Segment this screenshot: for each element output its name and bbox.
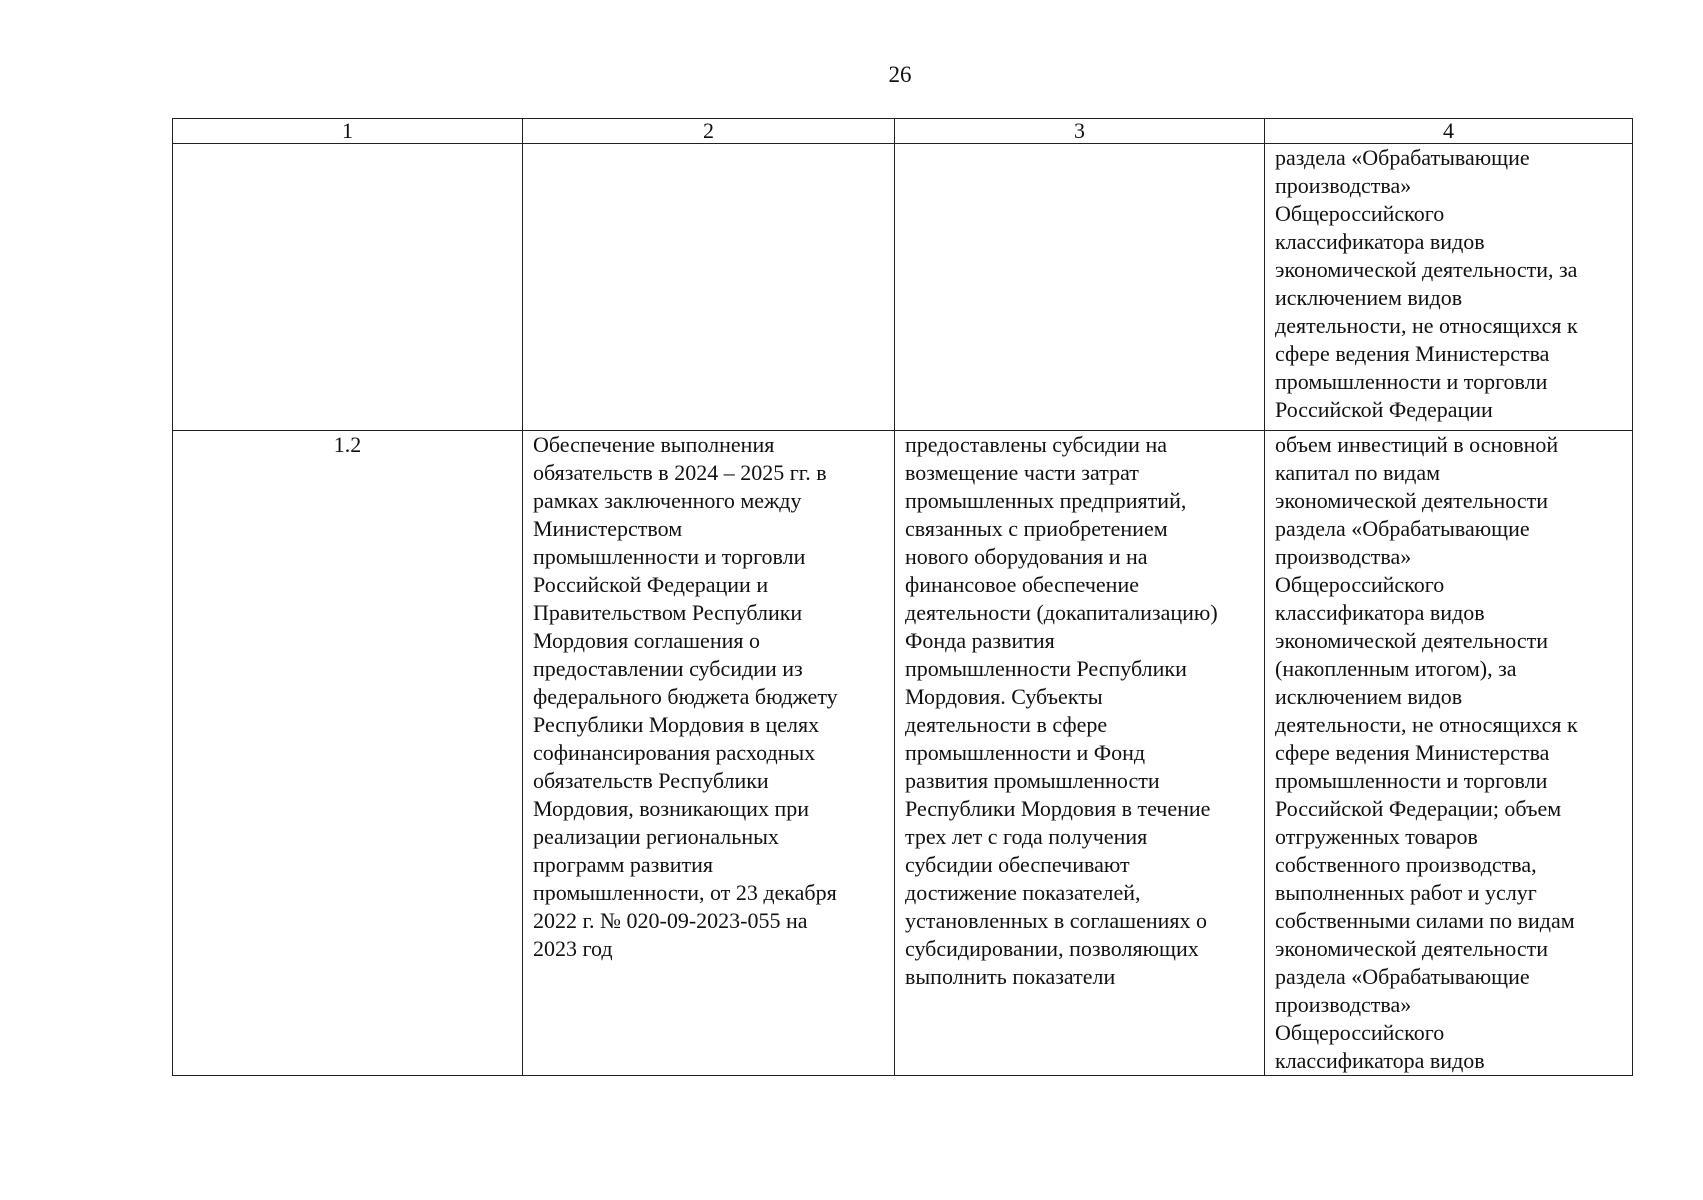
column-header-4: 4 (1265, 119, 1633, 144)
column-header-1: 1 (173, 119, 523, 144)
document-table (172, 118, 1633, 1076)
column-header-2: 2 (523, 119, 895, 144)
column-header-3: 3 (895, 119, 1265, 144)
table-cell-measure: Обеспечение выполнения обязательств в 2024 – 2025 гг. в рамках заключенного между Министерством промышленности и торговли Российской Федерации и Правительством Республики Мордовия соглашения о предоставлении субсидии из федерального бюджета бюджету Республики Мордовия в целях софинансирования расходных обязательств Республики Мордовия, возникающих при реализации региональных программ развития промышленности, от 23 декабря 2022 г. № 020-09-2023-055 на 2023 год (523, 431, 895, 1076)
table-cell-number (173, 144, 523, 431)
table-cell-result (895, 144, 1265, 431)
table-header-row (173, 119, 1633, 144)
table-cell-result: предоставлены субсидии на возмещение части затрат промышленных предприятий, связанных с приобретением нового оборудования и на финансовое обеспечение деятельности (докапитализацию) Фонда развития промышленности Республики Мордовия. Субъекты деятельности в сфере промышленности и Фонд развития промышленности Республики Мордовия в течение трех лет с года получения субсидии обеспечивают достижение показателей, установленных в соглашениях о субсидировании, позволяющих выполнить показатели (895, 431, 1265, 1076)
table-cell-indicator: раздела «Обрабатывающие производства» Общероссийского классификатора видов экономической деятельности, за исключением видов деятельности, не относящихся к сфере ведения Министерства промышленности и торговли Российской Федерации (1265, 144, 1633, 431)
table-cell-indicator: объем инвестиций в основной капитал по видам экономической деятельности раздела «Обрабатывающие производства» Общероссийского классификатора видов экономической деятельности (накопленным итогом), за исключением видов деятельности, не относящихся к сфере ведения Министерства промышленности и торговли Российской Федерации; объем отгруженных товаров собственного производства, выполненных работ и услуг собственными силами по видам экономической деятельности раздела «Обрабатывающие производства» Общероссийского классификатора видов (1265, 431, 1633, 1076)
table-cell-measure (523, 144, 895, 431)
table-row (173, 431, 1633, 1076)
table-cell-number: 1.2 (173, 431, 523, 1076)
table-row (173, 144, 1633, 431)
page-number: 26 (888, 62, 912, 87)
